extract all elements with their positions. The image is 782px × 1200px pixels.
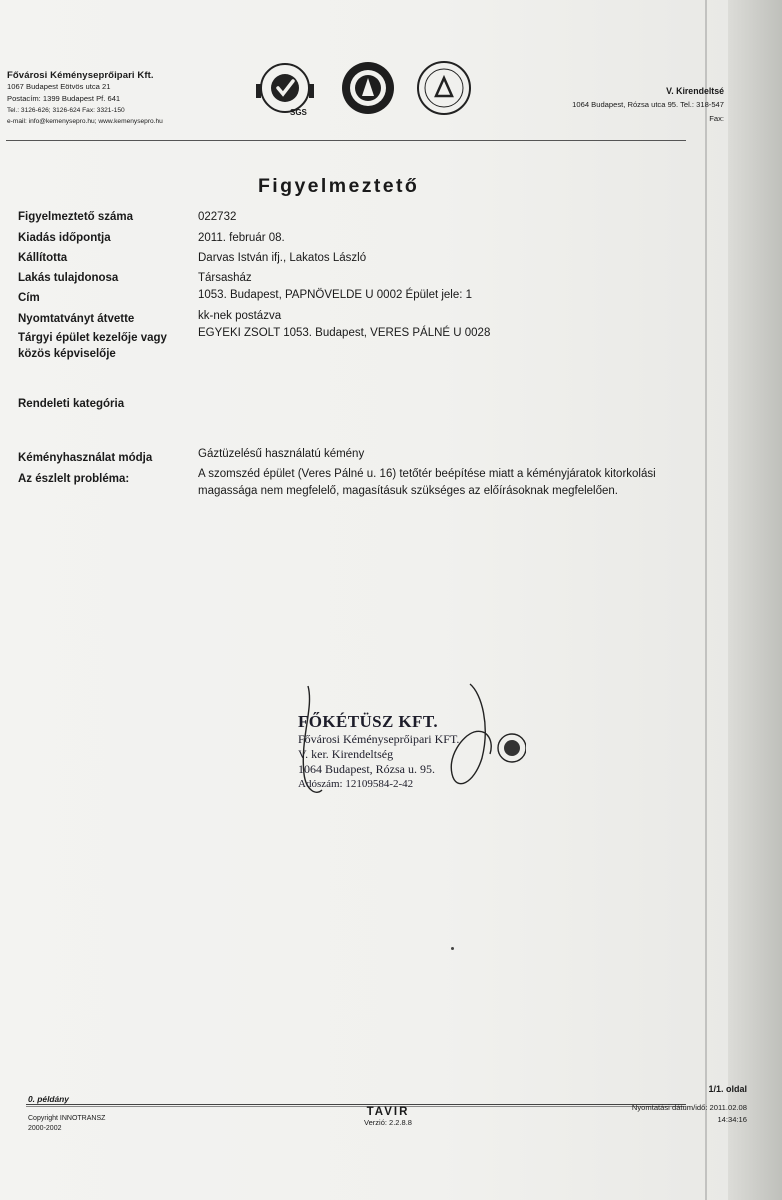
- ink-dot: [451, 947, 454, 950]
- field-label-warning-number: Figyelmeztető száma: [18, 211, 134, 223]
- copyright-text: Copyright INNOTRANSZ: [28, 1115, 106, 1122]
- organization-address: 1067 Budapest Eötvös utca 21: [7, 82, 111, 91]
- branch-fax: Fax:: [709, 114, 724, 123]
- print-date: Nyomtatási dátum/idő: 2011.02.08: [631, 1103, 747, 1112]
- field-label-address: Cím: [18, 292, 40, 304]
- field-label-chimney-use: Kéményhasználat módja: [18, 452, 153, 464]
- chimney-sweep-guild-logo: [340, 58, 396, 118]
- field-value-owner: Társasház: [198, 272, 252, 284]
- stamp-title: FŐKÉTÜSZ KFT.: [298, 712, 438, 731]
- certification-logos: [254, 58, 484, 128]
- page-fold-line: [705, 0, 707, 1200]
- field-value-chimney-use: Gáztüzelésű használatú kémény: [198, 448, 365, 460]
- field-value-problem: A szomszéd épület (Veres Pálné u. 16) tetőtér beépítése miatt a kéményjáratok kitorkolási magassága nem megfelelő, magasításuk szükséges az előírásoknak megfelelően.: [198, 468, 656, 497]
- field-label-building-manager-line2: közös képviselője: [18, 348, 116, 360]
- software-version: Verzió: 2.2.8.8: [364, 1118, 412, 1127]
- organization-name: Fővárosi Kéményseprőipari Kft.: [7, 70, 154, 81]
- copyright-block: [28, 1114, 105, 1134]
- stamp-line-address: 1064 Budapest, Rózsa u. 95.: [298, 762, 435, 776]
- field-label-building-manager: Tárgyi épület kezelője vagy: [18, 332, 167, 344]
- field-label-problem: Az észlelt probléma:: [18, 473, 130, 485]
- organization-postal: Postacím: 1399 Budapest Pf. 641: [7, 94, 121, 103]
- field-label-regulatory-category: Rendeleti kategória: [18, 398, 125, 410]
- print-time: 14:34:16: [717, 1115, 747, 1124]
- stamp-line-branch: V. ker. Kirendeltség: [298, 747, 394, 761]
- field-value-building-manager: EGYEKI ZSOLT 1053. Budapest, VERES PÁLNÉ U 0028: [198, 327, 491, 339]
- sgs-label: SGS: [290, 108, 307, 117]
- field-value-issue-date: 2011. február 08.: [198, 232, 285, 244]
- software-block: [348, 1106, 428, 1127]
- field-value-address: 1053. Budapest, PAPNÖVELDE U 0002 Épület jele: 1: [198, 289, 473, 301]
- field-label-issued-by: Kállította: [18, 252, 68, 264]
- organization-phone: Tel.: 3126-626; 3126-624 Fax: 3321-150: [7, 107, 125, 114]
- branch-address: 1064 Budapest, Rózsa utca 95. Tel.: 318-547: [572, 100, 724, 109]
- page-number: 1/1. oldal: [708, 1084, 747, 1094]
- branch-block: [464, 86, 724, 126]
- company-stamp: [298, 712, 459, 791]
- header-divider: [6, 140, 686, 141]
- branch-name: V. Kirendeltsé: [666, 86, 724, 96]
- field-value-warning-number: 022732: [198, 211, 237, 223]
- software-name: TAVIR: [366, 1106, 410, 1118]
- document-title: Figyelmeztető: [258, 175, 420, 197]
- stamp-line-company: Fővárosi Kéményseprőipari KFT.: [298, 732, 460, 746]
- organization-email: e-mail: info@kemenysepro.hu; www.kemenysepro.hu: [7, 118, 163, 125]
- field-value-received-by: kk-nek postázva: [198, 310, 282, 322]
- organization-block: [7, 70, 267, 127]
- field-label-received-by: Nyomtatványt átvette: [18, 313, 135, 325]
- stamp-line-tax-number: Adószám: 12109584-2-42: [298, 778, 414, 790]
- copy-number: 0. példány: [28, 1094, 69, 1104]
- field-label-issue-date: Kiadás időpontja: [18, 232, 111, 244]
- field-value-issued-by: Darvas István ifj., Lakatos László: [198, 252, 367, 264]
- copyright-years: 2000-2002: [28, 1125, 62, 1132]
- underlying-page-edge: [728, 0, 782, 1200]
- field-label-owner: Lakás tulajdonosa: [18, 272, 119, 284]
- print-info-block: [527, 1083, 747, 1126]
